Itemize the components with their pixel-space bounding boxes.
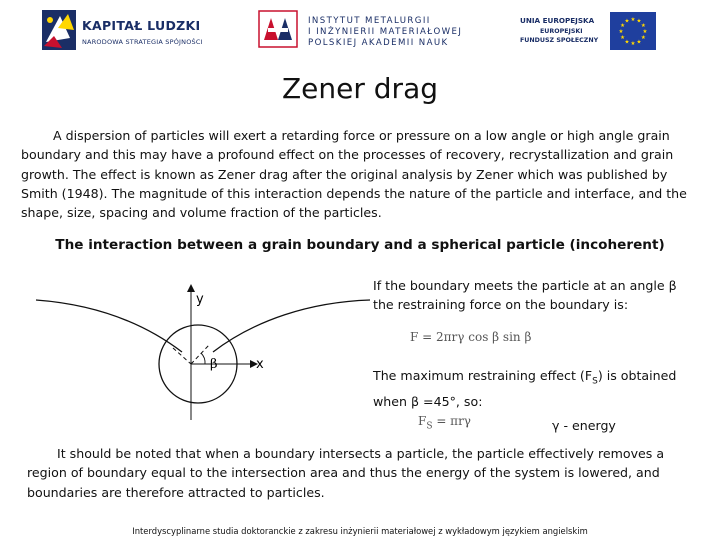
logo-left-line1: KAPITAŁ LUDZKI xyxy=(82,18,201,33)
svg-text:★: ★ xyxy=(624,18,630,25)
kapital-ludzki-emblem-icon xyxy=(40,8,80,54)
svg-text:★: ★ xyxy=(640,35,646,41)
logo-right-line2: EUROPEJSKI xyxy=(540,28,583,35)
footer-text: Interdyscyplinarne studia doktoranckie z zakresu inżynierii materiałowej z wykładowym językiem angielskim xyxy=(132,526,588,536)
svg-text:★: ★ xyxy=(620,23,626,29)
logo-center-line1: INSTYTUT METALURGII xyxy=(308,16,431,26)
svg-text:★: ★ xyxy=(620,35,626,41)
svg-text:★: ★ xyxy=(642,29,648,35)
beta-angle-arc xyxy=(201,353,205,364)
imim-pan-logo xyxy=(254,10,463,50)
conclusion-paragraph xyxy=(27,444,697,502)
radius-line xyxy=(191,344,210,364)
beta-label: β xyxy=(210,357,218,372)
imim-emblem-icon xyxy=(258,10,298,48)
restraining-force-formula: F = 2πrγ cos β sin β xyxy=(410,330,532,344)
grain-boundary-curve xyxy=(36,300,182,352)
x-axis-label: x xyxy=(256,357,264,372)
logo-center-line3: POLSKIEJ AKADEMII NAUK xyxy=(308,38,449,48)
svg-text:★: ★ xyxy=(624,39,630,46)
y-axis-arrow xyxy=(187,284,195,292)
intro-text: A dispersion of particles will exert a retarding force or pressure on a low angle or high angle grain boundary and this may have a profound effect on the processes of recovery, recrystallization and grain growth. The effect is known as Zener drag after the original analysis by Zener which was published by Smith (1948). The magnitude of this interaction depends the nature of the particle and interface, and the shape, size, spacing and volume fraction of the particles. xyxy=(21,128,687,221)
eu-flag-icon xyxy=(610,12,656,50)
eu-logo xyxy=(516,10,656,52)
max-effect-text-a: The maximum restraining effect (F xyxy=(373,368,593,383)
svg-text:★: ★ xyxy=(630,17,636,23)
section-subheading: The interaction between a grain boundary and a spherical particle (incoherent) xyxy=(55,237,665,253)
svg-text:★: ★ xyxy=(636,18,642,25)
restraining-force-text: If the boundary meets the particle at an angle β the restraining force on the boundary is: xyxy=(373,278,677,312)
svg-text:★: ★ xyxy=(640,23,646,29)
intro-paragraph xyxy=(21,126,701,222)
svg-text:★: ★ xyxy=(630,41,636,47)
conclusion-text: It should be noted that when a boundary intersects a particle, the particle effectively removes a region of boundary equal to the intersection area and thus the energy of the system is lowered, and boundaries are therefore attracted to particles. xyxy=(27,446,665,500)
formula2-a: F xyxy=(418,414,427,428)
maximum-effect-text xyxy=(373,366,693,411)
y-axis-label: y xyxy=(196,292,204,307)
svg-text:★: ★ xyxy=(618,29,624,35)
max-effect-subscript: S xyxy=(592,376,598,387)
tangent-line xyxy=(173,348,191,364)
svg-text:★: ★ xyxy=(636,39,642,46)
grain-boundary-curve-right xyxy=(213,300,370,352)
logo-center-line2: I INŻYNIERII MATERIAŁOWEJ xyxy=(308,27,463,37)
gamma-energy-note: γ - energy xyxy=(552,418,616,433)
formula2-subscript: S xyxy=(426,421,433,432)
logo-right-line3: FUNDUSZ SPOŁECZNY xyxy=(520,37,599,44)
page-title: Zener drag xyxy=(281,72,438,105)
kapital-ludzki-logo xyxy=(40,8,205,54)
max-effect-text-b: ) is obtained when β =45°, so: xyxy=(373,368,677,409)
particle-boundary-diagram xyxy=(30,270,375,440)
logo-right-line1: UNIA EUROPEJSKA xyxy=(520,16,595,25)
formula2-b: = πrγ xyxy=(432,414,471,428)
logo-left-line2: NARODOWA STRATEGIA SPÓJNOŚCI xyxy=(82,38,203,46)
maximum-force-formula xyxy=(418,414,471,431)
